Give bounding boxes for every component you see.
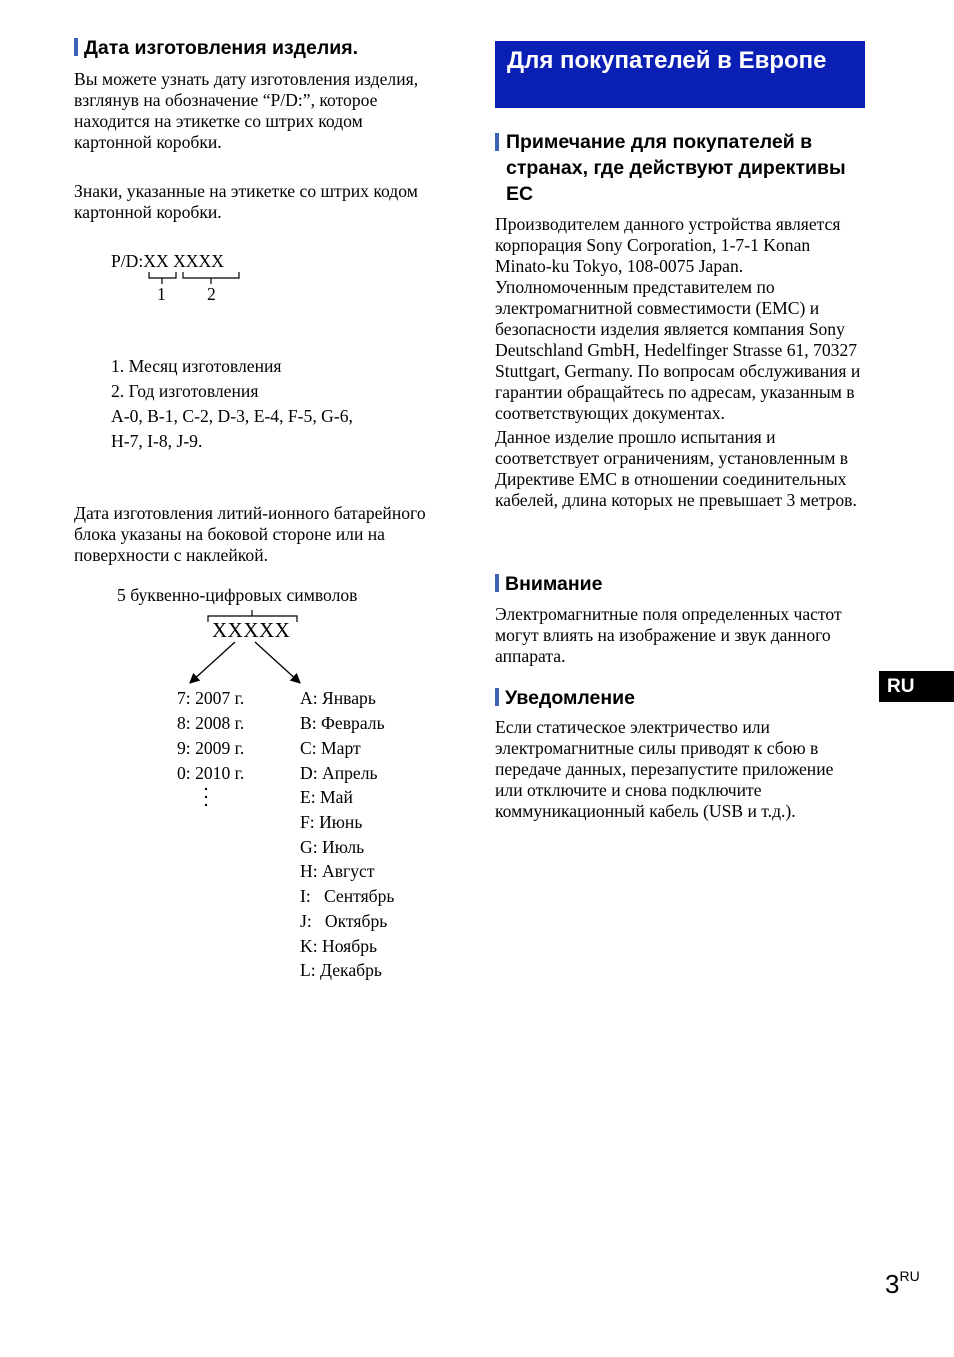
legend-codes-2: H-7, I-8, J-9. <box>111 431 203 451</box>
attention-text: Электромагнитные поля определенных частот могут влиять на изображение и звук данного аппарата. <box>495 604 842 666</box>
symbols-label: 5 буквенно-цифровых символов <box>117 585 358 605</box>
year-code-2007: 7: 2007 г. <box>177 688 245 708</box>
legend-year: 2. Год изготовления <box>111 381 259 401</box>
year-code-2008: 8: 2008 г. <box>177 713 245 733</box>
month-code-h: H: Август <box>300 861 375 881</box>
code-legend-list <box>111 354 353 454</box>
year-code-2010: 0: 2010 г. <box>177 763 245 783</box>
page-suffix: RU <box>899 1268 920 1284</box>
month-code-a: A: Январь <box>300 688 376 708</box>
section-heading-eu-directives: Примечание для покупателей в странах, где действуют директивы ЕС <box>495 129 870 207</box>
month-code-g: G: Июль <box>300 837 365 857</box>
heading-bar-icon <box>74 38 78 56</box>
language-tab: RU <box>879 671 954 702</box>
month-code-f: F: Июнь <box>300 812 363 832</box>
pd-num-1: 1 <box>157 284 166 304</box>
barcode-label-paragraph: Знаки, указанные на этикетке со штрих кодом картонной коробки. <box>74 181 418 222</box>
heading-bar-icon <box>495 688 499 706</box>
month-code-e: E: Май <box>300 787 353 807</box>
legend-month: 1. Месяц изготовления <box>111 356 282 376</box>
year-code-2009: 9: 2009 г. <box>177 738 245 758</box>
month-code-d: D: Апрель <box>300 763 378 783</box>
month-code-k: K: Ноябрь <box>300 936 378 956</box>
month-code-l: L: Декабрь <box>300 960 382 980</box>
page-number: $3^{RU}$ <box>885 1268 920 1299</box>
notice-text: Если статическое электричество или электромагнитные силы приводят к сбою в передаче данных, перезапустите приложение или отключите и снова подключите коммуникационный кабель (USB и т.д.). <box>495 717 834 821</box>
code-arrows <box>185 640 310 690</box>
month-code-c: C: Март <box>300 738 361 758</box>
month-code-j: J: Октябрь <box>300 911 388 931</box>
europe-banner: Для покупателей в Европе <box>495 41 865 108</box>
month-code-b: B: Февраль <box>300 713 385 733</box>
pd-num-2: 2 <box>207 284 216 304</box>
eu-directives-text: Производителем данного устройства является корпорация Sony Corporation, 1-7-1 Konan Minato-ku Tokyo, 108-0075 Japan. Уполномоченным представителем по электромагнитной совместимости (EMC) и безопасности изделия является компания Sony Deutschland GmbH, Hedelfinger Strasse 61, 70327 Stuttgart, Germany. По вопросам обслуживания и гарантии обращайтесь по адресам, указанным в соответствующих документах. Данное изделие прошло испытания и соответствует ограничениям, установленным в Директиве EMC в отношении соединительных кабелей, длина которых не превышает 3 метров. <box>495 214 861 510</box>
continuation-dots <box>202 786 210 810</box>
heading-bar-icon <box>495 574 499 592</box>
legend-codes-1: A-0, B-1, C-2, D-3, E-4, F-5, G-6, <box>111 406 353 426</box>
pd-code-label: P/D:XX XXXX <box>111 251 224 271</box>
section-heading-attention: Внимание <box>495 571 602 597</box>
manufacture-date-paragraph: Вы можете узнать дату изготовления изделия, взглянув на обозначение “P/D:”, которое находится на этикетке со штрих кодом картонной коробки. <box>74 69 419 152</box>
month-code-i: I: Сентябрь <box>300 886 395 906</box>
battery-code: XXXXX <box>212 618 291 642</box>
section-heading-manufacture-date: Дата изготовления изделия. <box>74 35 358 61</box>
section-heading-notice: Уведомление <box>495 685 635 711</box>
heading-bar-icon <box>495 133 499 151</box>
battery-date-paragraph: Дата изготовления литий-ионного батарейного блока указаны на боковой стороне или на поверхности с наклейкой. <box>74 503 426 565</box>
